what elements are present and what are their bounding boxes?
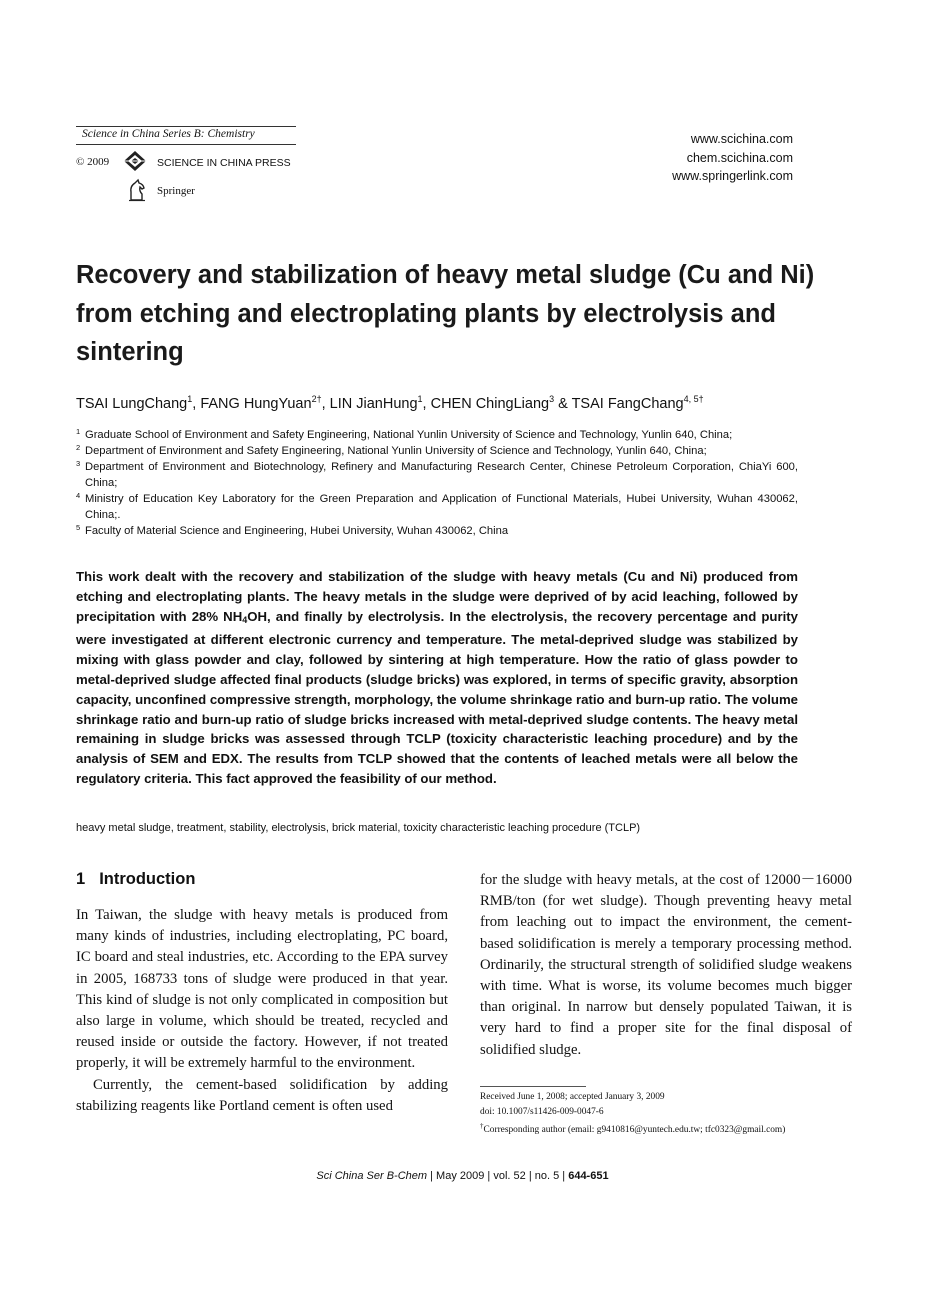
footer-volume: vol. 52 — [493, 1170, 526, 1182]
series-rule-top — [76, 126, 296, 127]
url-link[interactable]: www.scichina.com — [690, 132, 793, 146]
url-link[interactable]: chem.scichina.com — [686, 150, 793, 165]
doi: doi: 10.1007/s11426-009-0047-6 — [480, 1106, 604, 1117]
journal-urls — [672, 130, 793, 186]
affiliation-text: Department of Environment and Safety Engineering, National Yunlin University of Science and Technology, Yunlin 640, China; — [85, 445, 707, 457]
url-link[interactable]: www.springerlink.com — [672, 169, 793, 183]
dagger-mark: † — [480, 1122, 484, 1130]
affiliation — [76, 491, 798, 523]
keywords: heavy metal sludge, treatment, stability, electrolysis, brick material, toxicity characteristic leaching procedure (TCLP) — [76, 822, 641, 834]
section-number: 1 — [76, 870, 86, 888]
footer-pages: 644-651 — [568, 1170, 609, 1182]
author-affiliation-mark: 2† — [311, 394, 322, 404]
footer-issue: no. 5 — [534, 1170, 560, 1182]
author-affiliation-mark: 3 — [549, 394, 555, 404]
affiliation-text: Ministry of Education Key Laboratory for the Green Preparation and Application of Functional Materials, Hubei University, Wuhan 430062, China;. — [85, 493, 798, 521]
footer-separator: | — [484, 1170, 494, 1182]
affiliation — [76, 523, 798, 539]
author-separator: , — [192, 396, 201, 412]
footer-journal: Sci China Ser B-Chem — [316, 1170, 428, 1182]
body-column-right — [480, 870, 852, 1061]
section-title: Introduction — [99, 870, 196, 888]
page-footer — [0, 1170, 925, 1182]
author-separator: & — [554, 396, 572, 412]
section-heading — [76, 870, 195, 889]
body-column-left — [76, 905, 448, 1117]
author-name: FANG HungYuan — [200, 396, 312, 412]
affiliation-number: 4 — [76, 491, 81, 500]
author-affiliation-mark: 1 — [187, 394, 193, 404]
springer-horse-logo-icon — [127, 178, 147, 202]
science-in-china-press-logo-icon — [124, 151, 146, 171]
author-affiliation-mark: 4, 5† — [683, 394, 704, 404]
affiliation — [76, 459, 798, 491]
footer-date: May 2009 — [436, 1170, 485, 1182]
abstract-text: This work dealt with the recovery and stabilization of the sludge with heavy metals (Cu and Ni) produced from etching and electroplating plants. The heavy metals in the sludge were deprived of by acid leaching, followed by precipitation with 28% NH — [76, 569, 798, 624]
author-name: TSAI LungChang — [76, 396, 188, 412]
footnote-rule — [480, 1086, 586, 1087]
author-separator: , — [321, 396, 330, 412]
footer-separator: | — [525, 1170, 535, 1182]
author-name: LIN JianHung — [329, 396, 418, 412]
corresponding-author — [480, 1119, 785, 1138]
author-name: TSAI FangChang — [571, 396, 684, 412]
springer-name: Springer — [157, 185, 195, 197]
footer-separator: | — [427, 1170, 437, 1182]
affiliations — [76, 427, 798, 539]
footer-separator: | — [559, 1170, 569, 1182]
corresponding-author-text: Corresponding author (email: g9410816@yuntech.edu.tw; tfc0323@gmail.com) — [483, 1125, 786, 1135]
author-name: CHEN ChingLiang — [430, 396, 550, 412]
affiliation-number: 3 — [76, 459, 81, 468]
affiliation — [76, 427, 798, 443]
affiliation-text: Graduate School of Environment and Safety Engineering, National Yunlin University of Science and Technology, Yunlin 640, China; — [85, 429, 733, 441]
series-rule-bottom — [76, 144, 296, 145]
affiliation-number: 2 — [76, 443, 81, 452]
affiliation — [76, 443, 798, 459]
author-affiliation-mark: 1 — [417, 394, 423, 404]
abstract — [76, 567, 798, 789]
footnotes — [480, 1090, 785, 1138]
affiliation-number: 5 — [76, 523, 81, 532]
publisher-name: SCIENCE IN CHINA PRESS — [157, 157, 291, 169]
abstract-subscript: 4 — [242, 614, 248, 625]
copyright: © 2009 — [76, 156, 110, 168]
received-date: Received June 1, 2008; accepted January 3, 2009 — [480, 1092, 665, 1102]
affiliation-number: 1 — [76, 427, 81, 436]
body-paragraph: Currently, the cement-based solidification by adding stabilizing reagents like Portland cement is often used — [76, 1076, 448, 1114]
affiliation-text: Faculty of Material Science and Engineering, Hubei University, Wuhan 430062, China — [85, 525, 509, 537]
author-separator: , — [422, 396, 431, 412]
body-paragraph: In Taiwan, the sludge with heavy metals is produced from many kinds of industries, including electroplating, PC board, IC board and steal industries, etc. According to the EPA survey in 2005, 168733 tons of sludge were produced in that year. This kind of sludge is not only complicated in composition but also large in volume, which should be treated, recycled and reused inside or outside the factory. However, if not treated properly, it will be extremely harmful to the environment. — [76, 907, 448, 1072]
affiliation-text: Department of Environment and Biotechnology, Refinery and Manufacturing Research Center, Chinese Petroleum Corporation, ChiaYi 600, China; — [85, 461, 798, 489]
author-list — [76, 394, 856, 412]
series-title: Science in China Series B: Chemistry — [82, 128, 255, 140]
body-paragraph: for the sludge with heavy metals, at the cost of 12000－16000 RMB/ton (for wet sludge). Though preventing heavy metal from leaching out to impact the environment, the cement-based solidification is merely a temporary processing method. Ordinarily, the structural strength of solidified sludge weakens with time. What is worse, its volume becomes much bigger than original. In narrow but densely populated Taiwan, it is very hard to find a proper site for the final disposal of solidified sludge. — [480, 872, 852, 1058]
abstract-text: OH, and finally by electrolysis. In the electrolysis, the recovery percentage and purity were investigated at different electronic currency and temperature. The metal-deprived sludge was stabilized by mixing with glass powder and clay, followed by sintering at high temperature. How the ratio of glass powder to metal-deprived sludge affected final products (sludge bricks) was explored, in terms of specific gravity, absorption capacity, unconfined compressive strength, morphology, the volume shrinkage ratio and burn-up ratio. The volume shrinkage ratio and burn-up ratio of sludge bricks increased with metal-deprived sludge contents. The heavy metal remaining in sludge bricks was assessed through TCLP (toxicity characteristic leaching procedure) and by the analysis of SEM and EDX. The results from TCLP showed that the contents of leached metals were all below the regulatory criteria. This fact approved the feasibility of our method. — [76, 608, 799, 786]
paper-title: Recovery and stabilization of heavy metal sludge (Cu and Ni) from etching and electroplating plants by electrolysis and sintering — [76, 261, 815, 366]
